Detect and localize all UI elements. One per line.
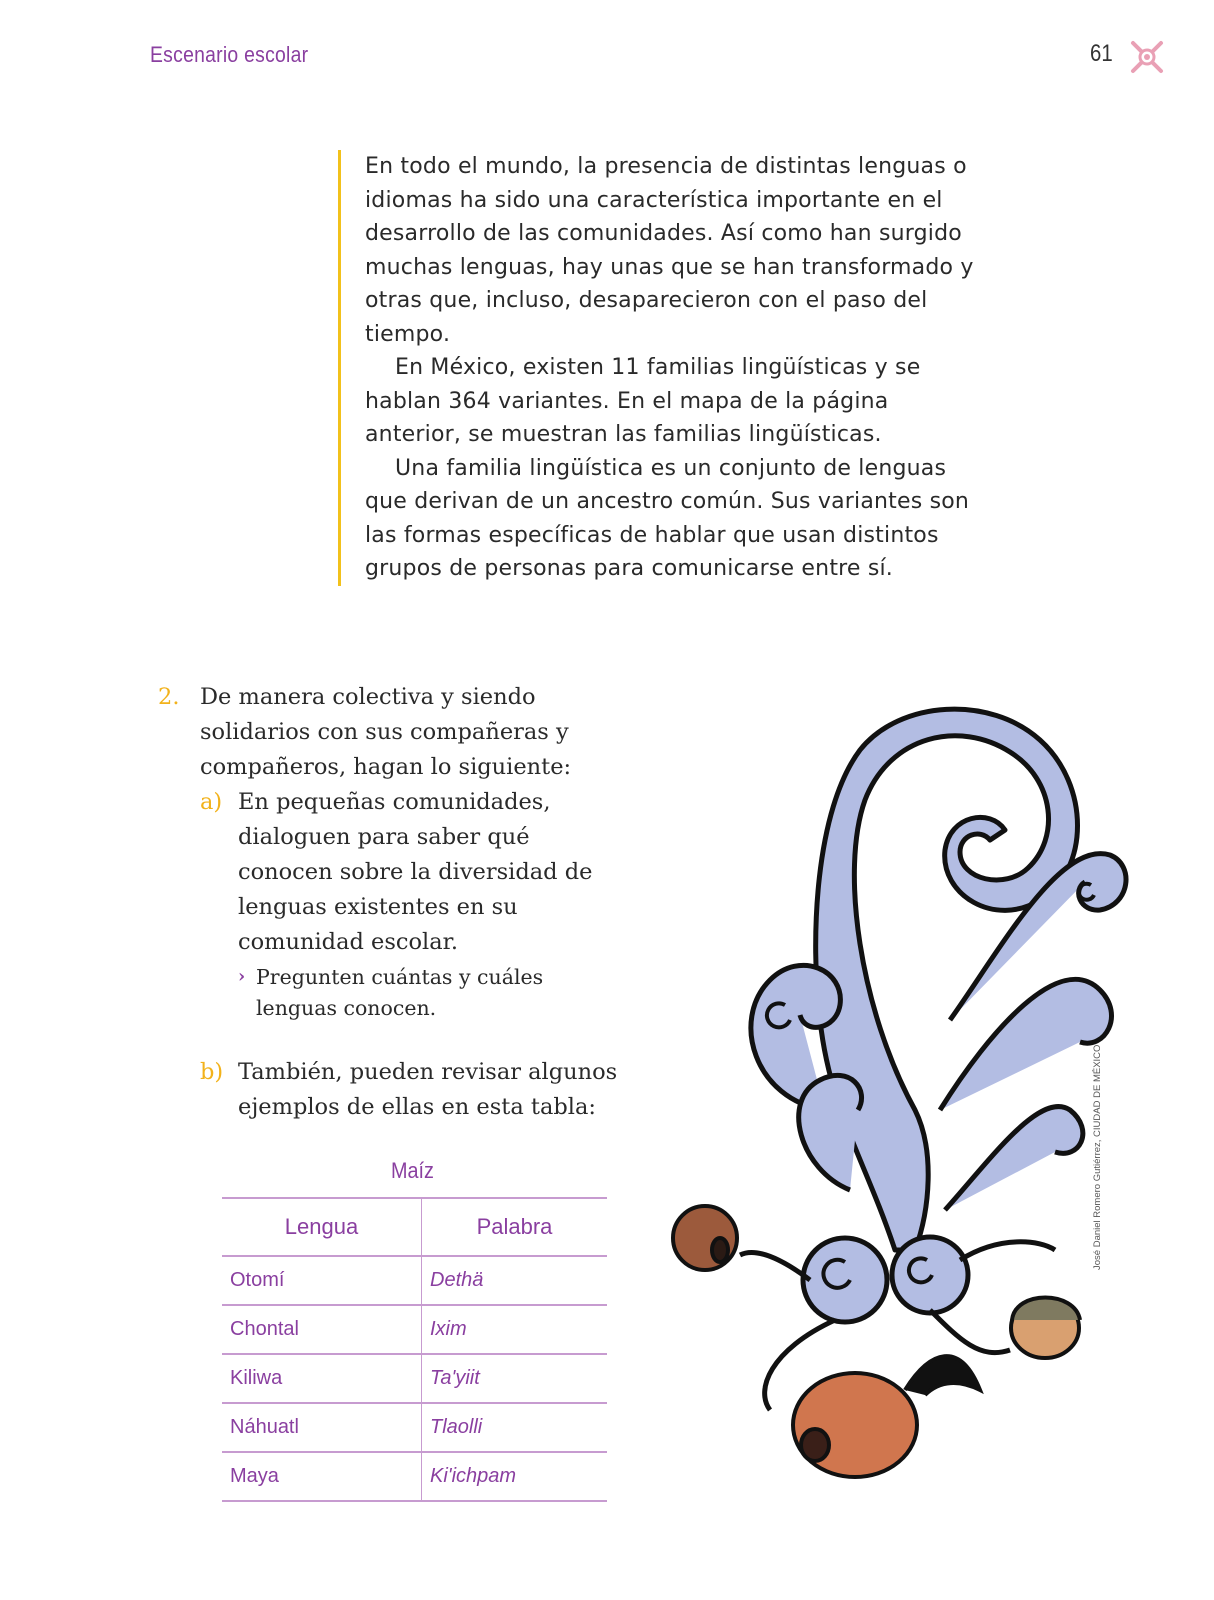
table-row — [222, 1452, 607, 1501]
sub-item-a-letter: a) — [200, 789, 223, 815]
table-header-row — [222, 1198, 607, 1256]
table-title: Maíz — [391, 1158, 434, 1183]
table-row — [222, 1354, 607, 1403]
bullet-arrow-icon: › — [238, 966, 246, 987]
table-cell-lengua: Maya — [222, 1452, 422, 1501]
table-cell-lengua: Kiliwa — [222, 1354, 422, 1403]
book-emblem-icon — [1127, 37, 1167, 77]
sub-item-a-bullet — [238, 962, 620, 1024]
language-table — [222, 1197, 607, 1502]
sub-item-a-bullet-text: Pregunten cuántas y cuáles lenguas conocen. — [256, 965, 544, 1020]
illustration-credit: José Daniel Romero Gutiérrez, CIUDAD DE MÉXICO — [1092, 1044, 1103, 1270]
table-cell-palabra: Dethä — [422, 1256, 608, 1305]
table-cell-lengua: Otomí — [222, 1256, 422, 1305]
table-cell-palabra: Tlaolli — [422, 1403, 608, 1452]
sub-item-a-text: En pequeñas comunidades, dialoguen para saber qué conocen sobre la diversidad de lenguas existentes en su comunidad escolar. — [238, 789, 593, 955]
intro-paragraph-1: En todo el mundo, la presencia de distintas lenguas o idiomas ha sido una característica importante en el desarrollo de las comunidades. Así como han surgido muchas lenguas, hay unas que se han transformado y otras que, incluso, desaparecieron con el paso del tiempo. — [365, 154, 974, 347]
intro-paragraph-3: Una familia lingüística es un conjunto de lenguas que derivan de un ancestro común. Sus variantes son las formas específicas de hablar que usan distintos grupos de personas para comunicarse entre sí. — [365, 455, 970, 581]
table-cell-palabra: Ki'ichpam — [422, 1452, 608, 1501]
table-header-palabra: Palabra — [422, 1198, 608, 1256]
section-title: Escenario escolar — [150, 42, 309, 67]
table-header-lengua: Lengua — [222, 1198, 422, 1256]
activity-number: 2. — [158, 684, 180, 710]
activity-instruction: De manera colectiva y siendo solidarios con sus compañeras y compañeros, hagan lo siguiente: — [200, 684, 572, 780]
table-cell-lengua: Náhuatl — [222, 1403, 422, 1452]
table-row — [222, 1305, 607, 1354]
sub-item-a — [200, 785, 620, 1024]
table-row — [222, 1256, 607, 1305]
sub-item-b-text: También, pueden revisar algunos ejemplos de ellas en esta tabla: — [238, 1059, 618, 1120]
speech-scroll-illustration — [660, 690, 1130, 1500]
page-number: 61 — [1090, 40, 1113, 67]
intro-paragraph-2: En México, existen 11 familias lingüísticas y se hablan 364 variantes. En el mapa de la página anterior, se muestran las familias lingüísticas. — [365, 355, 921, 447]
table-cell-palabra: Ta'yiit — [422, 1354, 608, 1403]
table-row — [222, 1403, 607, 1452]
table-cell-palabra: Ixim — [422, 1305, 608, 1354]
sub-item-b-letter: b) — [200, 1059, 224, 1085]
sub-item-b — [200, 1055, 660, 1125]
table-cell-lengua: Chontal — [222, 1305, 422, 1354]
intro-text-block — [338, 150, 985, 586]
